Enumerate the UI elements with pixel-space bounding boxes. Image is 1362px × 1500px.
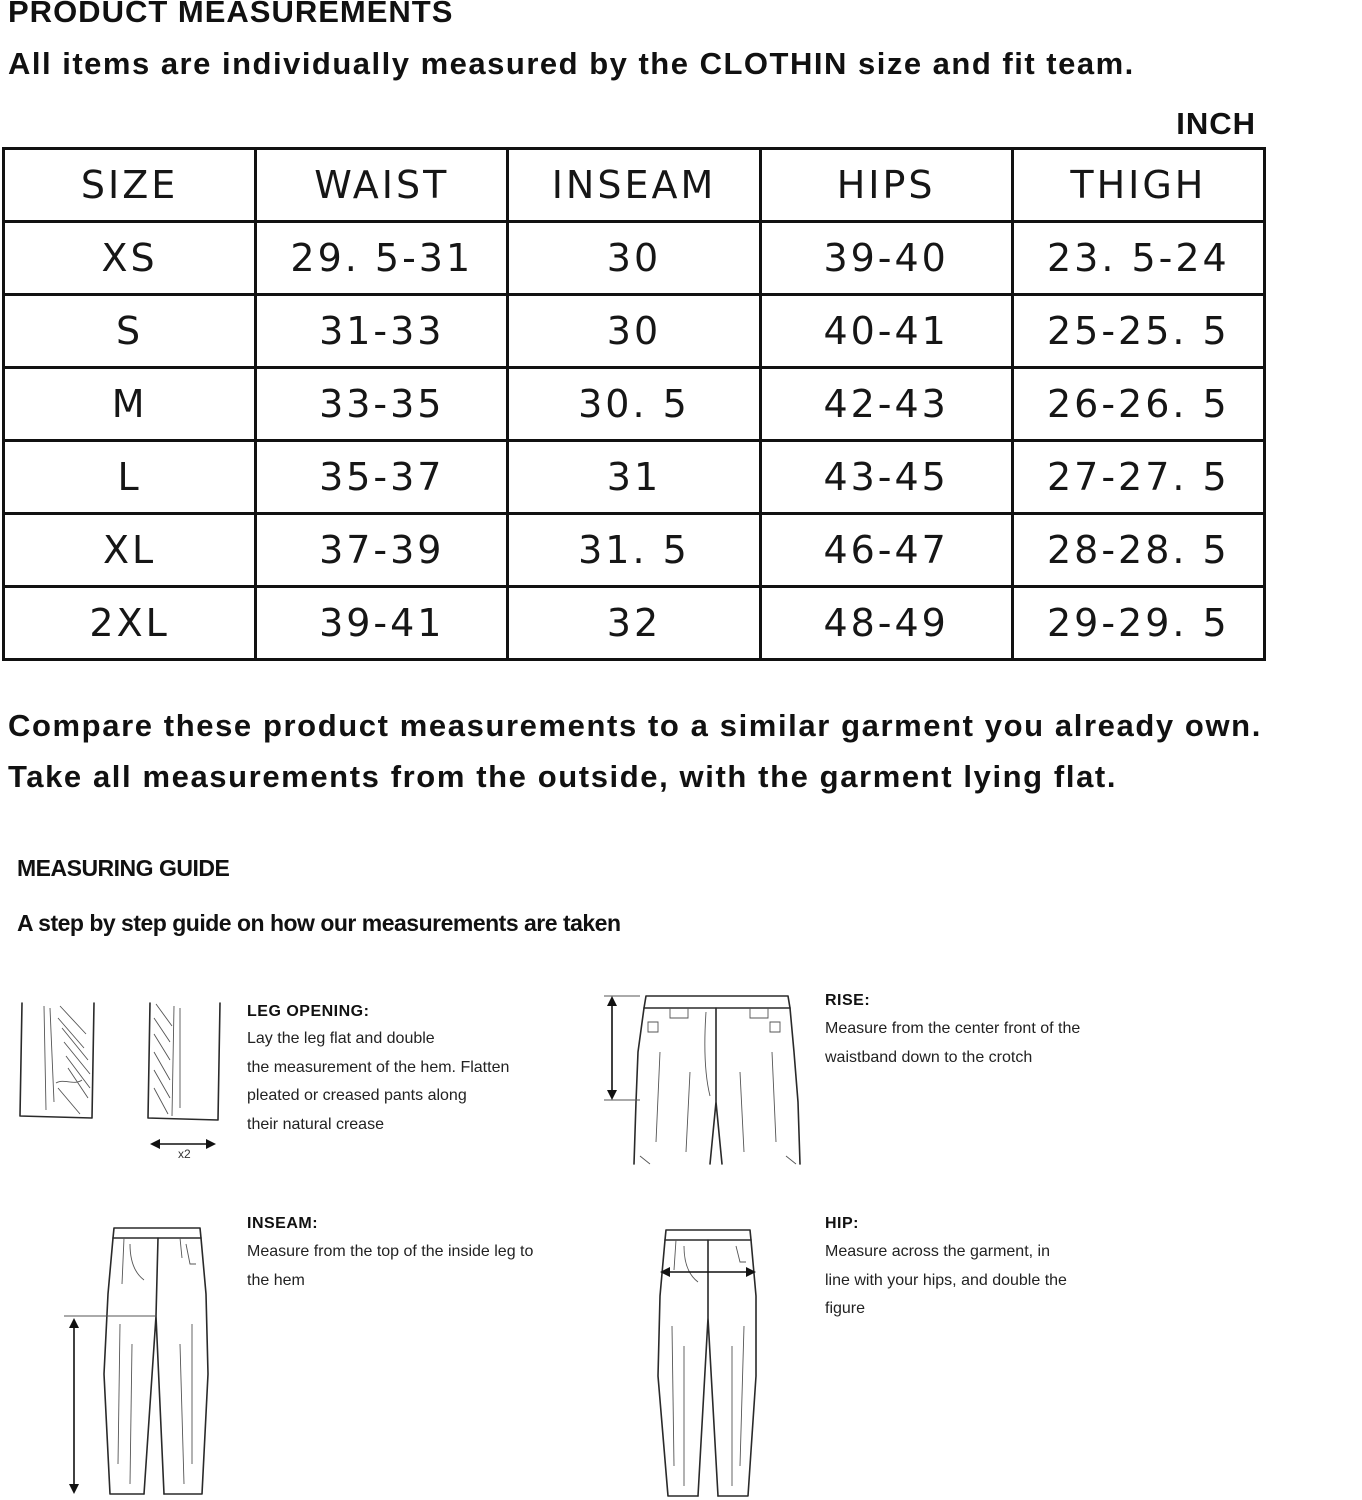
column-header-waist: WAIST xyxy=(256,149,508,222)
inseam-text: Measure from the top of the inside leg to the hem xyxy=(247,1243,534,1289)
hips-cell: 48-49 xyxy=(760,587,1012,660)
hips-cell: 39-40 xyxy=(760,222,1012,295)
inseam-cell: 30 xyxy=(508,295,760,368)
thigh-cell: 23. 5-24 xyxy=(1012,222,1264,295)
compare-note: Compare these product measurements to a similar garment you already own. xyxy=(8,708,1262,743)
hip-title: HIP: xyxy=(825,1215,859,1232)
inseam-cell: 30 xyxy=(508,222,760,295)
inseam-cell: 31. 5 xyxy=(508,514,760,587)
waist-cell: 37-39 xyxy=(256,514,508,587)
page-title: PRODUCT MEASUREMENTS xyxy=(8,0,454,29)
thigh-cell: 26-26. 5 xyxy=(1012,368,1264,441)
thigh-cell: 25-25. 5 xyxy=(1012,295,1264,368)
thigh-cell: 28-28. 5 xyxy=(1012,514,1264,587)
thigh-cell: 29-29. 5 xyxy=(1012,587,1264,660)
hips-cell: 46-47 xyxy=(760,514,1012,587)
size-cell: L xyxy=(4,441,256,514)
guide-title: MEASURING GUIDE xyxy=(17,855,230,881)
leg-opening-text: Lay the leg flat and double the measurement of the hem. Flatten pleated or creased pants along their natural crease xyxy=(247,1030,510,1133)
rise-title: RISE: xyxy=(825,992,871,1009)
waist-cell: 33-35 xyxy=(256,368,508,441)
table-row xyxy=(4,441,1265,514)
inseam-cell: 30. 5 xyxy=(508,368,760,441)
hips-cell: 40-41 xyxy=(760,295,1012,368)
table-header-row xyxy=(4,149,1265,222)
inseam-cell: 31 xyxy=(508,441,760,514)
hip-illustration xyxy=(650,1226,770,1500)
page-subtitle: All items are individually measured by the CLOTHIN size and fit team. xyxy=(8,46,1135,81)
size-cell: 2XL xyxy=(4,587,256,660)
size-chart-table xyxy=(2,147,1266,661)
waist-cell: 29. 5-31 xyxy=(256,222,508,295)
size-cell: XL xyxy=(4,514,256,587)
leg-opening-illustration xyxy=(14,998,234,1168)
hips-cell: 43-45 xyxy=(760,441,1012,514)
table-row xyxy=(4,514,1265,587)
thigh-cell: 27-27. 5 xyxy=(1012,441,1264,514)
x2-marker: x2 xyxy=(178,1147,191,1161)
column-header-thigh: THIGH xyxy=(1012,149,1264,222)
size-cell: S xyxy=(4,295,256,368)
rise-text: Measure from the center front of the waistband down to the crotch xyxy=(825,1020,1081,1066)
inseam-illustration xyxy=(60,1224,220,1500)
guide-subtitle: A step by step guide on how our measurements are taken xyxy=(17,910,621,936)
waist-cell: 31-33 xyxy=(256,295,508,368)
inseam-title: INSEAM: xyxy=(247,1215,319,1232)
waist-cell: 35-37 xyxy=(256,441,508,514)
hip-text: Measure across the garment, in line with your hips, and double the figure xyxy=(825,1243,1067,1318)
size-cell: XS xyxy=(4,222,256,295)
table-row xyxy=(4,368,1265,441)
table-row xyxy=(4,222,1265,295)
inseam-cell: 32 xyxy=(508,587,760,660)
column-header-size: SIZE xyxy=(4,149,256,222)
column-header-inseam: INSEAM xyxy=(508,149,760,222)
leg-opening-title: LEG OPENING: xyxy=(247,1003,370,1020)
size-cell: M xyxy=(4,368,256,441)
unit-label: INCH xyxy=(1176,106,1256,141)
rise-illustration xyxy=(600,992,810,1172)
flat-measure-note: Take all measurements from the outside, with the garment lying flat. xyxy=(8,759,1118,794)
table-row xyxy=(4,587,1265,660)
hips-cell: 42-43 xyxy=(760,368,1012,441)
column-header-hips: HIPS xyxy=(760,149,1012,222)
waist-cell: 39-41 xyxy=(256,587,508,660)
table-row xyxy=(4,295,1265,368)
